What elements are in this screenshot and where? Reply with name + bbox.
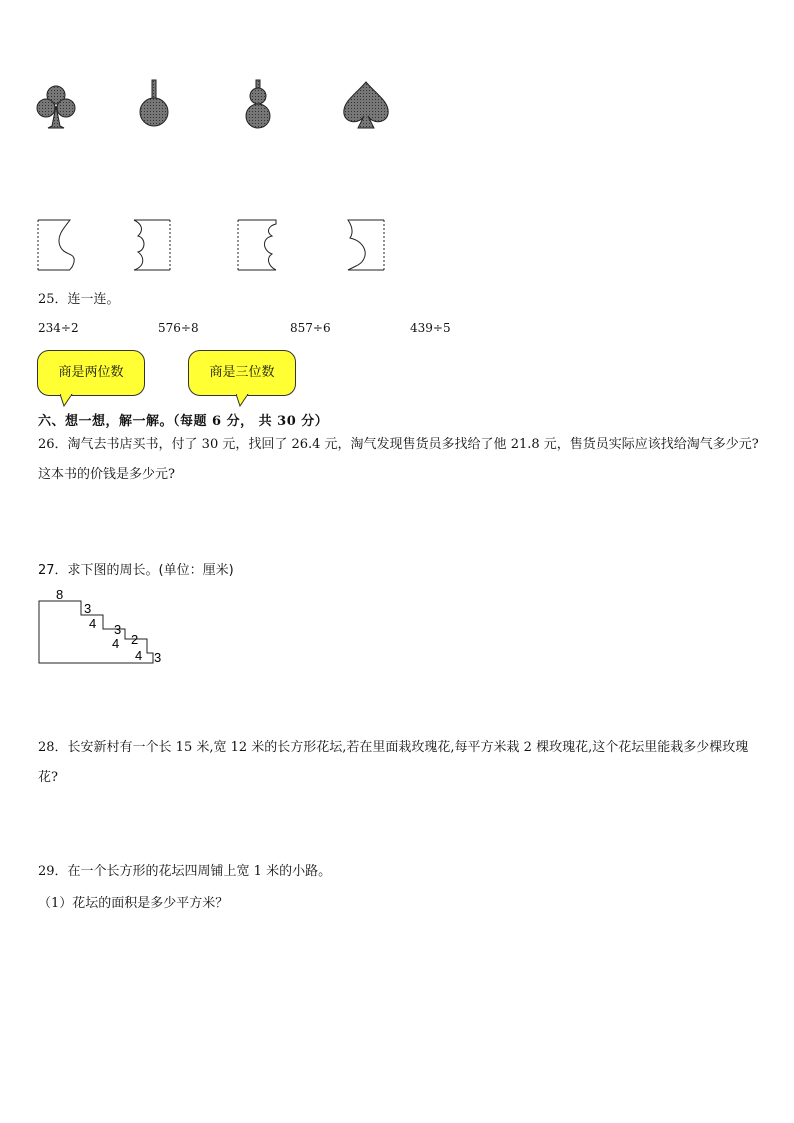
expr-1[interactable]: 234÷2 [38, 321, 79, 335]
label-step2-h: 4 [112, 636, 120, 651]
section6-title: 六、想一想，解一解。（每题 6 分， 共 30 分） [38, 414, 329, 429]
label-step2-v: 3 [114, 622, 122, 637]
q29-title: 29．在一个长方形的花坛四周铺上宽 1 米的小路。 [38, 864, 332, 879]
half-shape-2-icon [134, 220, 170, 270]
label-step1-v: 3 [84, 601, 92, 616]
q25-title: 25．连一连。 [38, 292, 120, 307]
bubble-tail-2 [236, 394, 250, 408]
label-step1-h: 4 [89, 616, 97, 631]
label-step4-v: 3 [154, 650, 162, 665]
expr-2[interactable]: 576÷8 [158, 321, 199, 335]
club-icon [37, 86, 75, 128]
expr-3[interactable]: 857÷6 [290, 321, 331, 335]
label-top: 8 [56, 587, 64, 602]
lollipop-icon [140, 80, 168, 126]
bubble-three-digit[interactable]: 商是三位数 [188, 350, 296, 396]
label-step3-v: 2 [131, 632, 139, 647]
gourd-icon [246, 80, 270, 128]
spade-icon [344, 82, 388, 128]
q26-text: 26．淘气去书店买书，付了 30 元，找回了 26.4 元，淘气发现售货员多找给了他 21.8 元，售货员实际应该找给淘气多少元?这本书的价钱是多少元? [38, 437, 759, 482]
q27-title: 27．求下图的周长。(单位：厘米) [38, 563, 234, 578]
shapes-row [30, 78, 400, 138]
bubble-tail-1 [60, 394, 74, 408]
label-step3-h: 4 [135, 648, 143, 663]
half-shape-1-icon [38, 220, 74, 270]
bubble-two-digit[interactable]: 商是两位数 [37, 350, 145, 396]
q29-part1: （1）花坛的面积是多少平方米？ [38, 896, 229, 911]
staircase-figure [36, 586, 166, 668]
q28-text: 28．长安新村有一个长 15 米,宽 12 米的长方形花坛,若在里面栽玫瑰花,每平方米栽 2 棵玫瑰花,这个花坛里能栽多少棵玫瑰花? [38, 740, 749, 785]
expr-4[interactable]: 439÷5 [410, 321, 451, 335]
half-shape-3-icon [238, 220, 276, 270]
half-shape-4-icon [348, 220, 384, 270]
halves-row [34, 216, 394, 276]
